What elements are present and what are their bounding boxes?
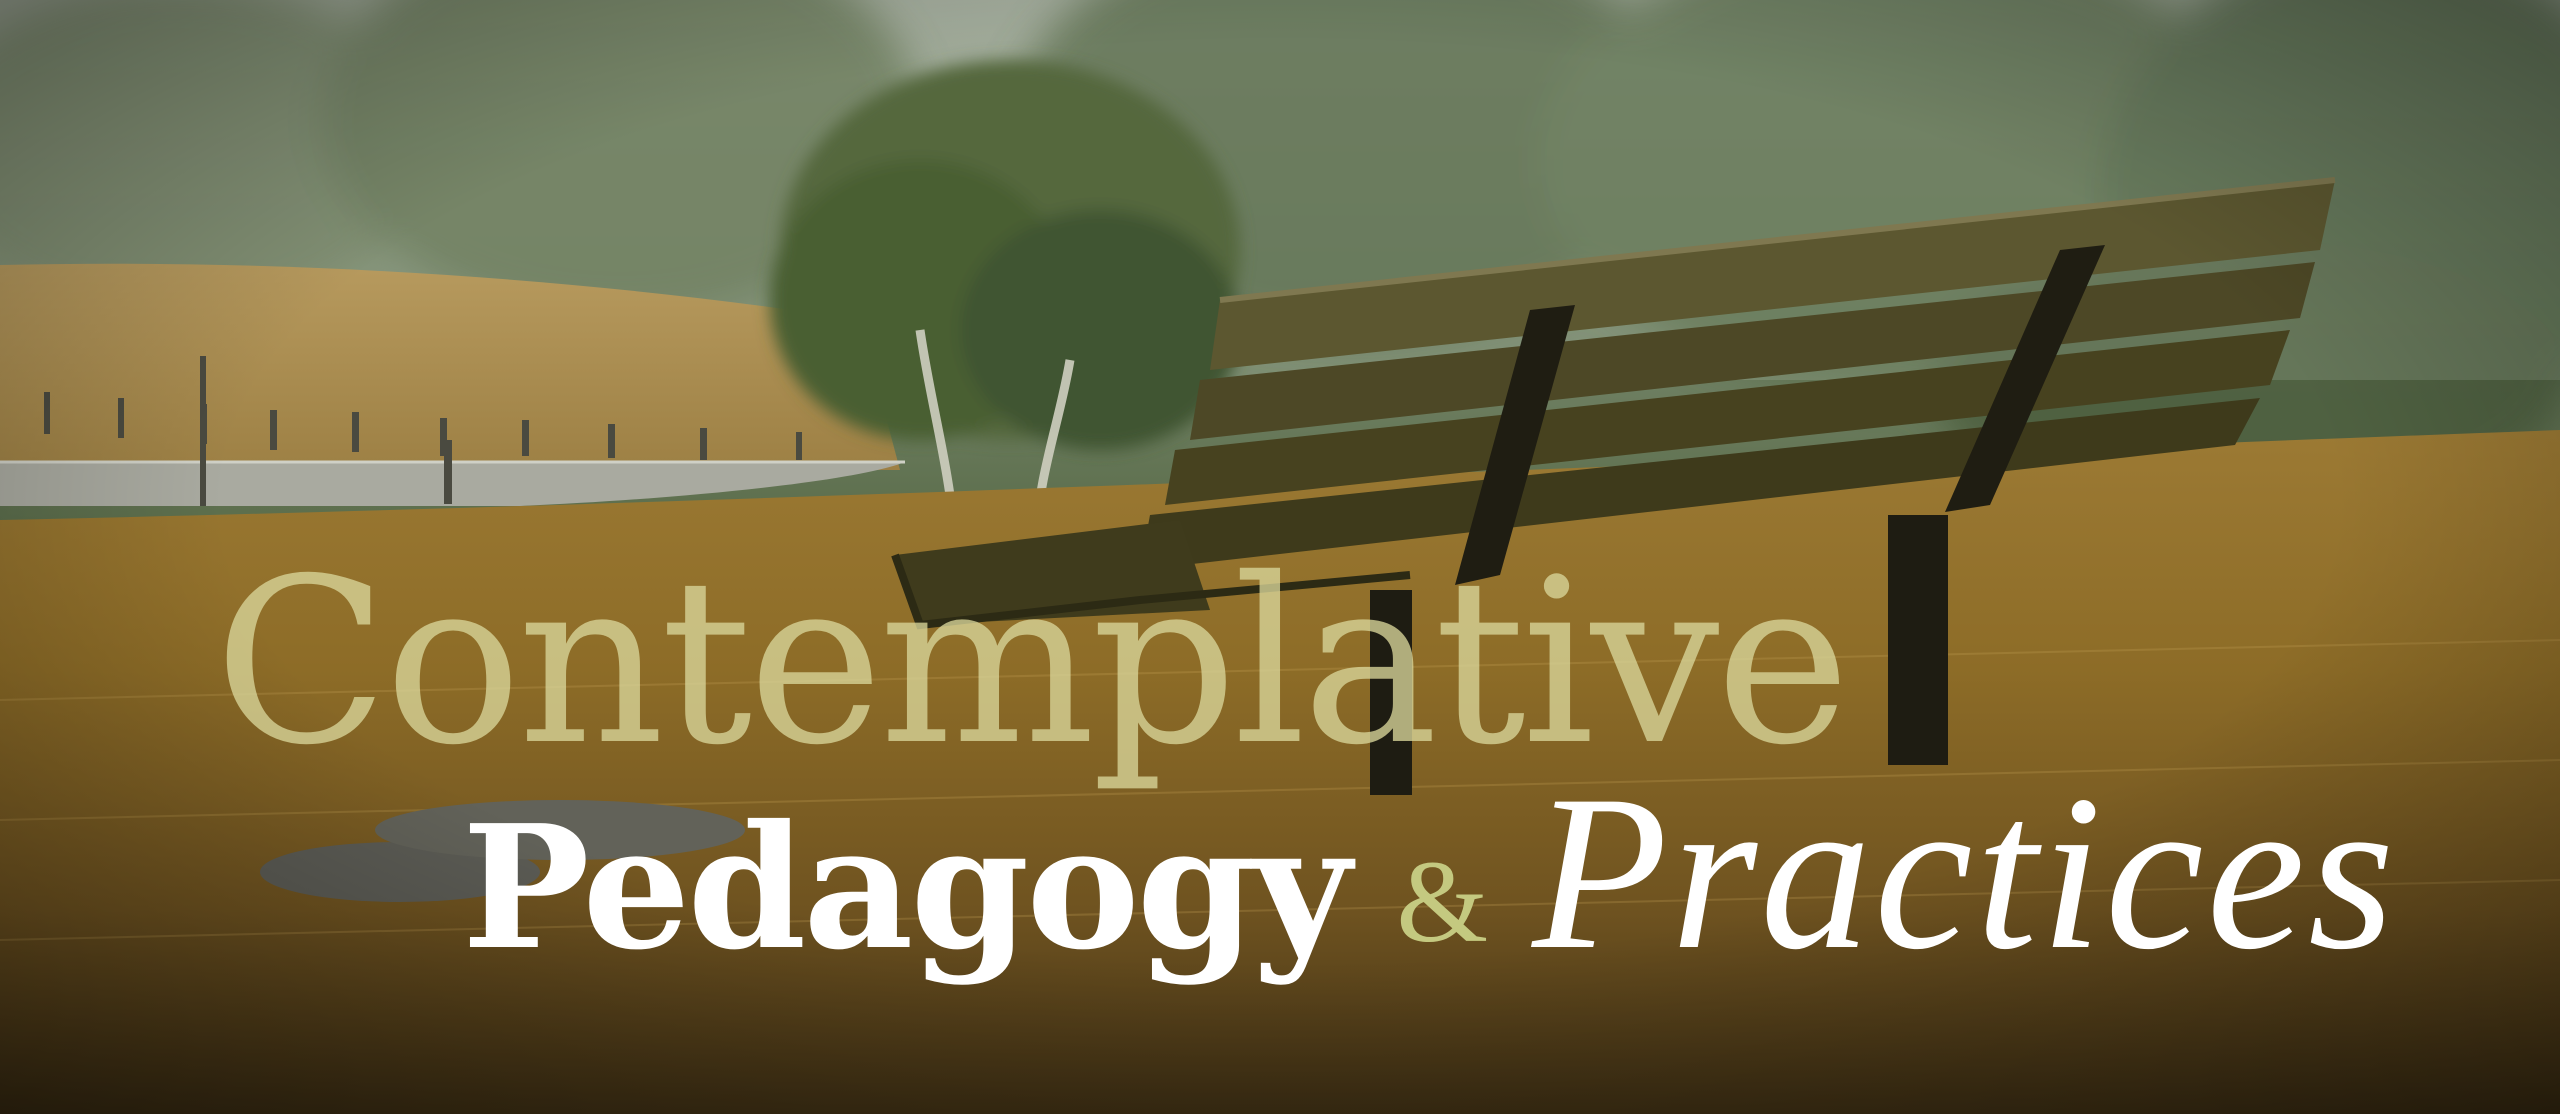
title-pedagogy: Pedagogy (462, 788, 1349, 988)
title-practices: Practices (1532, 750, 2398, 996)
title-ampersand: & (1396, 836, 1489, 967)
title-contemplative: Contemplative (214, 529, 1847, 795)
